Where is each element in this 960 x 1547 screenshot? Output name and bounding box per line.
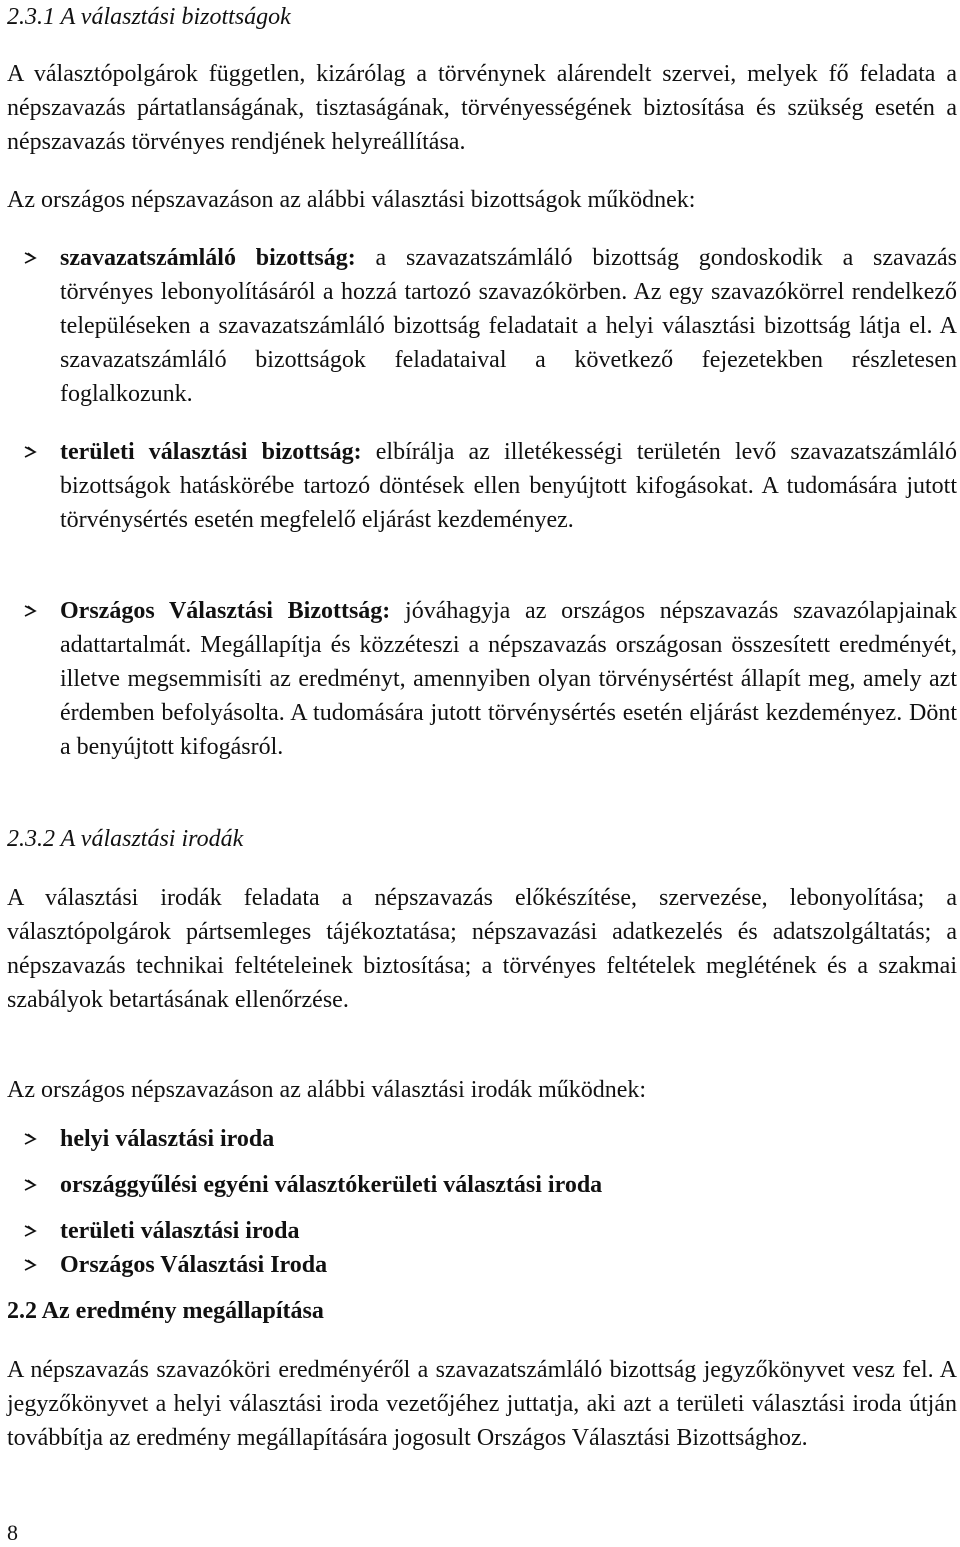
arrowhead-bullet-icon <box>23 1122 37 1156</box>
arrowhead-bullet-icon <box>23 1248 37 1282</box>
arrowhead-bullet-icon <box>23 241 37 275</box>
list-item-regional-election-office <box>7 1214 957 1248</box>
list-item-regional-election-committee <box>7 435 957 537</box>
arrowhead-bullet-icon <box>23 1214 37 1248</box>
list-item-national-election-committee <box>7 594 957 764</box>
list-item-term: területi választási bizottság: <box>60 439 362 465</box>
section-heading-2-2: 2.2 Az eredmény megállapítása <box>7 1298 324 1324</box>
list-item-label: területi választási iroda <box>60 1218 300 1244</box>
section-heading-2-3-2: 2.3.2 A választási irodák <box>7 826 244 852</box>
list-item-label: országgyűlési egyéni választókerületi választási iroda <box>60 1172 603 1198</box>
list-item-description: a szavazatszámláló bizottság gondoskodik a szavazás törvényes lebonyolításáról a hozzá tartozó szavazókörben. Az egy szavazókörrel rendelkező településeken a szavazatszámláló bizottság feladatait a helyi választási bizottság látja el. A szavazatszámláló bizottságok feladataival a következő fejezetekben részletesen foglalkozunk. <box>60 245 957 407</box>
list-item-description: elbírálja az illetékességi területén levő szavazatszámláló bizottságok hatáskörébe tartozó döntések ellen benyújtott kifogásokat. A tudomására jutott törvénysértés esetén megfelelő eljárást kezdeményez. <box>60 439 957 533</box>
section-heading-2-3-1: 2.3.1 A választási bizottságok <box>7 4 291 30</box>
list-item-description: jóváhagyja az országos népszavazás szavazólapjainak adattartalmát. Megállapítja és közzéteszi a népszavazás országosan összesített eredményét, illetve megsemmisíti az eredményt, amennyiben olyan törvénysértést állapít meg, amely azt érdemben befolyásolta. A tudomására jutott törvénysértés esetén eljárást kezdeményez. Dönt a benyújtott kifogásról. <box>60 598 958 760</box>
list-item-constituency-election-office <box>7 1168 957 1202</box>
list-item-label: Országos Választási Iroda <box>60 1252 328 1278</box>
offices-lead-text: Az országos népszavazáson az alábbi választási irodák működnek: <box>7 1077 647 1103</box>
list-item-term: szavazatszámláló bizottság: <box>60 245 356 271</box>
committees-lead-text: Az országos népszavazáson az alábbi választási bizottságok működnek: <box>7 187 696 213</box>
list-item-vote-counting-committee <box>7 241 957 411</box>
section-2-2-text: A népszavazás szavazóköri eredményéről a szavazatszámláló bizottság jegyzőkönyvet vesz fel. A jegyzőkönyvet a helyi választási iroda vezetőjéhez juttatja, aki azt a területi választási iroda útján továbbítja az eredmény megállapítására jogosult Országos Választási Bizottsághoz. <box>7 1357 957 1451</box>
arrowhead-bullet-icon <box>23 435 37 469</box>
arrowhead-bullet-icon <box>23 594 37 628</box>
list-item-label: helyi választási iroda <box>60 1126 275 1152</box>
section-2-3-1-intro: A választópolgárok független, kizárólag a törvénynek alárendelt szervei, melyek fő feladata a népszavazás pártatlanságának, tisztaságának, törvényességének biztosítása és szükség esetén a népszavazás törvényes rendjének helyreállítása. <box>7 61 957 155</box>
page-number: 8 <box>7 1520 18 1545</box>
list-item-term: Országos Választási Bizottság: <box>60 598 391 624</box>
section-2-3-2-intro: A választási irodák feladata a népszavazás előkészítése, szervezése, lebonyolítása; a választópolgárok pártsemleges tájékoztatása; népszavazási adatkezelés és adatszolgáltatás; a népszavazás technikai feltételeinek biztosítása; a törvényes feltételek meglétének és a szakmai szabályok betartásának ellenőrzése. <box>7 885 957 1013</box>
list-item-national-election-office <box>7 1248 957 1282</box>
arrowhead-bullet-icon <box>23 1168 37 1202</box>
list-item-local-election-office <box>7 1122 957 1156</box>
